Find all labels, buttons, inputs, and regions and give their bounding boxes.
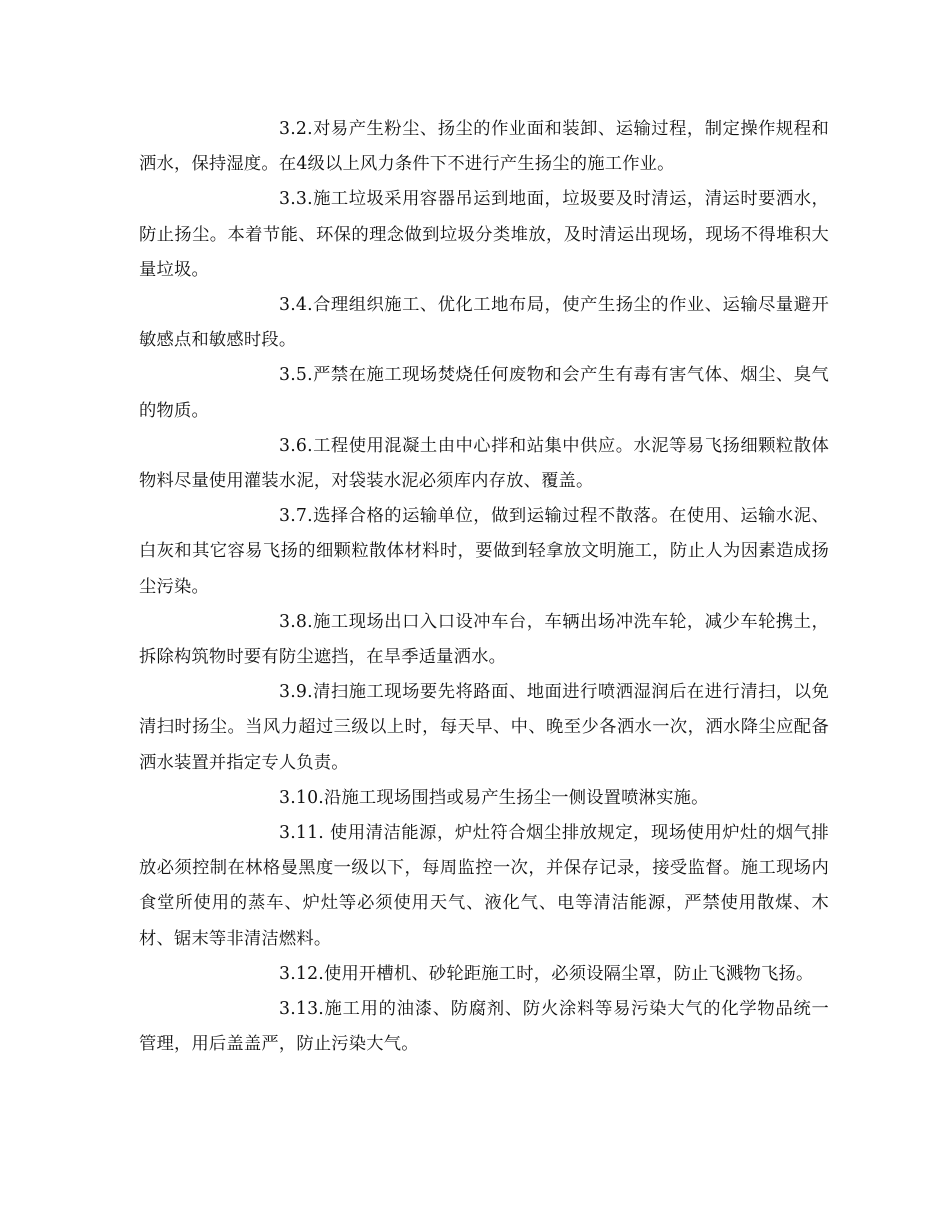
paragraph-3-12: 3.12.使用开槽机、砂轮距施工时，必须设隔尘罩，防止飞溅物飞扬。: [279, 963, 814, 984]
paragraph-3-8: 3.8.施工现场出口入口设冲车台，车辆出场冲洗车轮，减少车轮携土，拆除构筑物时要有防尘遮挡，在旱季适量洒水。: [139, 611, 829, 668]
paragraph-3-5: 3.5.严禁在施工现场焚烧任何废物和会产生有毒有害气体、烟尘、臭气的物质。: [139, 365, 829, 421]
paragraph-3-7: 3.7.选择合格的运输单位，做到运输过程不散落。在使用、运输水泥、白灰和其它容易飞扬的细颗粒散体材料时，要做到轻拿放文明施工，防止人为因素造成扬尘污染。: [139, 506, 829, 597]
paragraph-3-10: 3.10.沿施工现场围挡或易产生扬尘一侧设置喷淋实施。: [279, 787, 709, 808]
paragraph-3-6: 3.6.工程使用混凝土由中心拌和站集中供应。水泥等易飞扬细颗粒散体物料尽量使用灌装水泥，对袋装水泥必须库内存放、覆盖。: [139, 435, 829, 492]
document-page: [139, 112, 829, 1062]
paragraph-3-4: 3.4.合理组织施工、优化工地布局，使产生扬尘的作业、运输尽量避开敏感点和敏感时段。: [139, 295, 829, 351]
paragraph-3-11: 3.11. 使用清洁能源，炉灶符合烟尘排放规定，现场使用炉灶的烟气排放必须控制在林格曼黑度一级以下，每周监控一次，并保存记录，接受监督。施工现场内食堂所使用的蒸车、炉灶等必须使用天气、液化气、电等清洁能源，严禁使用散煤、木材、锯末等非清洁燃料。: [139, 823, 829, 949]
paragraph-3-3: 3.3.施工垃圾采用容器吊运到地面，垃圾要及时清运，清运时要洒水，防止扬尘。本着节能、环保的理念做到垃圾分类堆放，及时清运出现场，现场不得堆积大量垃圾。: [139, 189, 829, 280]
paragraph-3-2: 3.2.对易产生粉尘、扬尘的作业面和装卸、运输过程，制定操作规程和洒水，保持湿度。在4级以上风力条件下不进行产生扬尘的施工作业。: [139, 119, 829, 175]
paragraph-3-13: 3.13.施工用的油漆、防腐剂、防火涂料等易污染大气的化学物品统一管理，用后盖盖严，防止污染大气。: [139, 999, 829, 1055]
paragraph-3-9: 3.9.清扫施工现场要先将路面、地面进行喷洒湿润后在进行清扫，以免清扫时扬尘。当风力超过三级以上时，每天早、中、晚至少各洒水一次，洒水降尘应配备洒水装置并指定专人负责。: [139, 682, 829, 773]
